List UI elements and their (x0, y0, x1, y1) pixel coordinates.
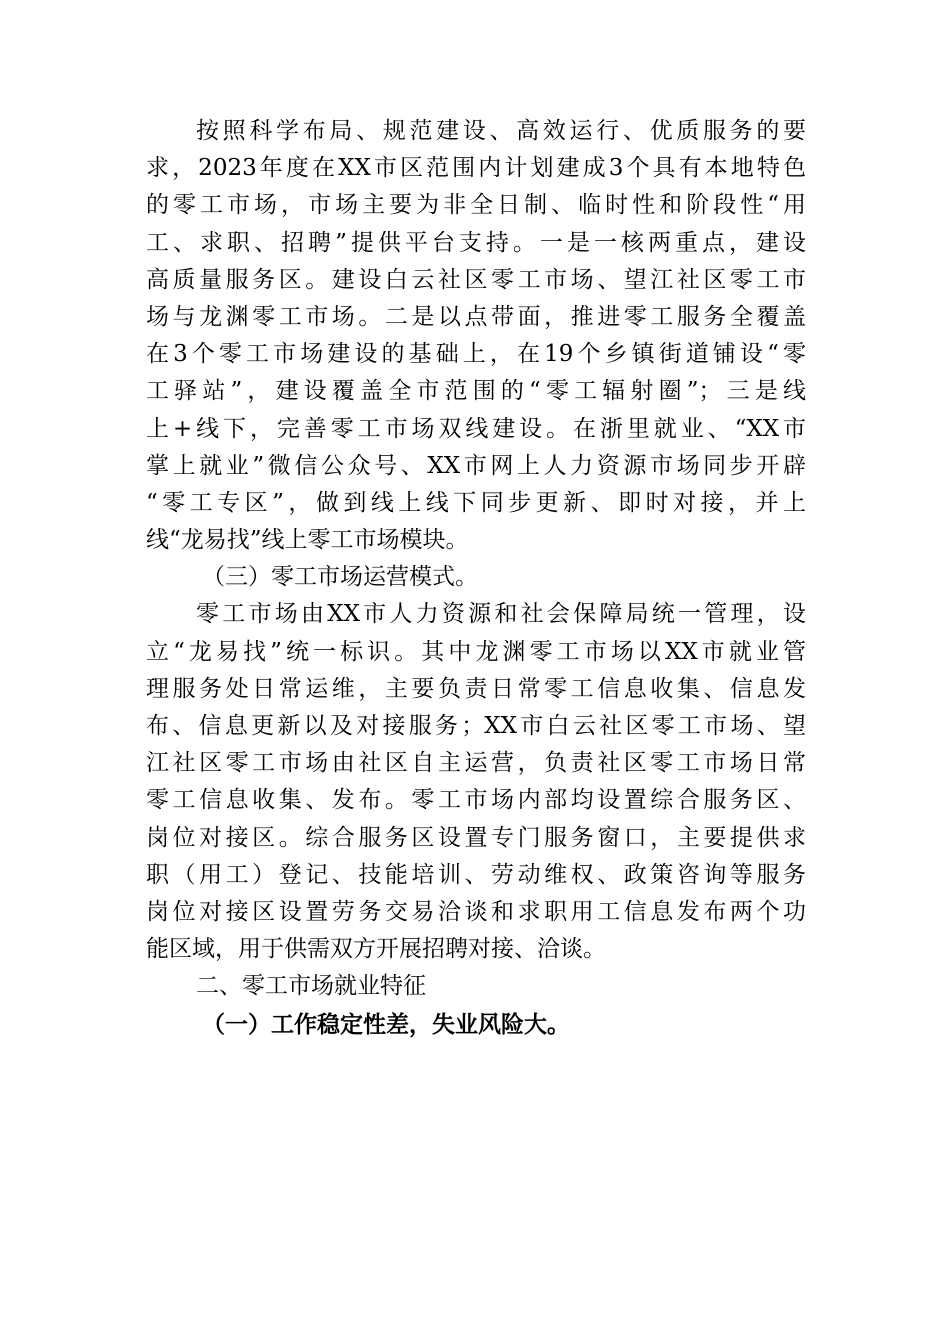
paragraph-line: 能区域，用于供需双方开展招聘对接、洽谈。 (146, 936, 606, 963)
paragraph-line: 线“龙易找”线上零工市场模块。 (146, 527, 469, 554)
paragraph-line: 在3个零工市场建设的基础上，在19个乡镇街道铺设“零 (146, 341, 806, 368)
paragraph-line: 求，2023年度在XX市区范围内计划建成3个具有本地特色 (146, 155, 806, 182)
paragraph-line: 岗位对接区。综合服务区设置专门服务窗口，主要提供求 (146, 824, 806, 851)
paragraph-line: 江社区零工市场由社区自主运营，负责社区零工市场日常 (146, 750, 806, 777)
paragraph-line: 职（用工）登记、技能培训、劳动维权、政策咨询等服务 (146, 861, 806, 888)
paragraph-line: 工、求职、招聘”提供平台支持。一是一核两重点，建设 (146, 229, 806, 256)
paragraph-plan (146, 113, 806, 559)
paragraph-line: 立“龙易找”统一标识。其中龙渊零工市场以XX市就业管 (146, 638, 806, 665)
paragraph-line: 零工信息收集、发布。零工市场内部均设置综合服务区、 (146, 787, 806, 814)
section-heading-job-stability: （一）工作稳定性差，失业风险大。 (202, 1010, 570, 1038)
chapter-heading-employment-features: 二、零工市场就业特征 (196, 973, 426, 1000)
document-body (146, 113, 806, 1043)
section-heading-operation-mode: （三）零工市场运营模式。 (202, 564, 478, 591)
paragraph-line: 岗位对接区设置劳务交易洽谈和求职用工信息发布两个功 (146, 898, 806, 925)
paragraph-line: 的零工市场，市场主要为非全日制、临时性和阶段性“用 (146, 192, 806, 219)
paragraph-line: 按照科学布局、规范建设、高效运行、优质服务的要 (196, 118, 806, 144)
paragraph-line: 掌上就业”微信公众号、XX市网上人力资源市场同步开辟 (146, 452, 806, 479)
paragraph-line: 上+线下，完善零工市场双线建设。在浙里就业、“XX市 (146, 415, 806, 442)
paragraph-line: 高质量服务区。建设白云社区零工市场、望江社区零工市 (146, 266, 806, 293)
paragraph-line: 理服务处日常运维，主要负责日常零工信息收集、信息发 (146, 675, 806, 702)
paragraph-line: 工驿站”，建设覆盖全市范围的“零工辐射圈”；三是线 (146, 378, 806, 405)
paragraph-line: 布、信息更新以及对接服务；XX市白云社区零工市场、望 (146, 713, 806, 739)
paragraph-operation (146, 596, 806, 968)
paragraph-line: 零工市场由XX市人力资源和社会保障局统一管理，设 (196, 601, 806, 628)
paragraph-line: 场与龙渊零工市场。二是以点带面，推进零工服务全覆盖 (146, 303, 806, 330)
paragraph-line: “零工专区”，做到线上线下同步更新、即时对接，并上 (146, 489, 806, 516)
